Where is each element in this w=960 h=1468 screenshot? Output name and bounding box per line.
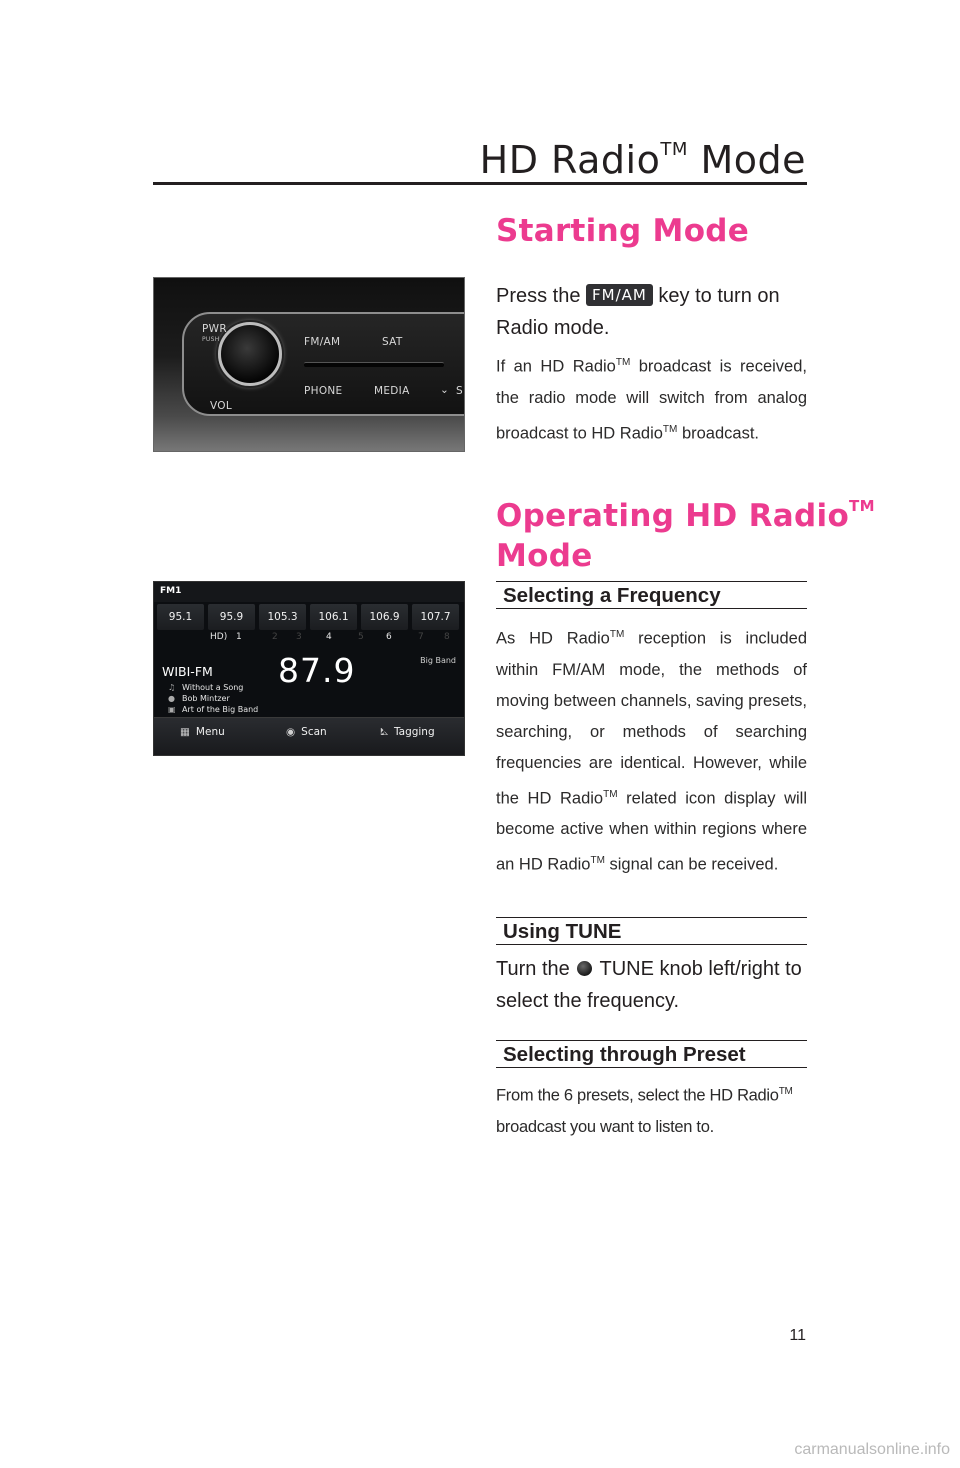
more-key: S: [456, 385, 463, 397]
hd-radio-icon: HD): [210, 632, 228, 642]
preset-button: 95.1: [157, 604, 204, 630]
preset-button: 105.3: [259, 604, 306, 630]
scan-icon: ◉: [286, 726, 296, 738]
using-tune-heading: Using TUNE: [496, 917, 807, 945]
screen-top-bar: [154, 582, 464, 602]
phone-key: PHONE: [304, 385, 343, 397]
preset-button: 106.9: [361, 604, 408, 630]
using-tune-content: [496, 953, 807, 1017]
selecting-preset-content: [496, 1076, 807, 1143]
selecting-preset-heading: Selecting through Preset: [496, 1040, 807, 1068]
chevron-down-icon: ⌄: [440, 384, 450, 396]
starting-mode-content: [496, 280, 807, 449]
channel-indicator: 4: [326, 632, 332, 642]
starting-mode-instruction: Press the FM/AM key to turn on Radio mode.: [496, 285, 780, 339]
song-title: ♫ Without a Song: [168, 683, 244, 692]
preset-button: 106.1: [310, 604, 357, 630]
page-number: 11: [789, 1327, 806, 1344]
page-title: HD Radio™ Mode: [479, 138, 806, 182]
pwr-label: PWR: [202, 323, 227, 335]
power-volume-knob: [218, 322, 282, 386]
channel-indicator: 8: [444, 632, 450, 642]
grid-icon: ▦: [180, 726, 190, 738]
title-divider: [153, 182, 807, 185]
vol-label: VOL: [210, 400, 233, 412]
scan-button: ◉ Scan: [286, 726, 327, 738]
person-icon: ●: [168, 694, 175, 703]
selecting-frequency-heading: Selecting a Frequency: [496, 581, 807, 609]
genre-label: Big Band: [420, 656, 456, 665]
selecting-frequency-content: [496, 619, 807, 881]
radio-screen-image: [153, 581, 465, 756]
artist-name: ● Bob Mintzer: [168, 694, 230, 703]
album-name: ▣ Art of the Big Band: [168, 705, 259, 714]
watermark: carmanualsonline.info: [794, 1441, 950, 1458]
media-key: MEDIA: [374, 385, 410, 397]
starting-mode-note: If an HD Radio™ broadcast is received, the radio mode will switch from analog broadcast to HD Radio™ broadcast.: [496, 357, 807, 442]
disc-slot: [304, 362, 444, 367]
cart-icon: ⛡: [380, 726, 388, 738]
tune-knob-icon: [577, 961, 592, 976]
fm-am-key-chip: FM/AM: [586, 284, 653, 306]
selecting-preset-text: From the 6 presets, select the HD Radio™ broadcast you want to listen to.: [496, 1086, 793, 1136]
fm-am-key: FM/AM: [304, 336, 341, 348]
menu-button: ▦ Menu: [180, 726, 225, 738]
channel-indicator: 1: [236, 632, 242, 642]
preset-button: 107.7: [412, 604, 459, 630]
push-label: PUSH: [202, 336, 220, 343]
sat-key: SAT: [382, 336, 403, 348]
selecting-frequency-text: As HD Radio™ reception is included within FM/AM mode, the methods of moving between channels, saving presets, searching, or methods of searching frequencies are identical. However, while the HD Radio™ related icon display will become active when within regions where an HD Radio™ signal can be received.: [496, 629, 808, 874]
channel-indicator: 2: [272, 632, 278, 642]
channel-indicator: 3: [296, 632, 302, 642]
using-tune-text: Turn the TUNE knob left/right to select the frequency.: [496, 958, 802, 1012]
album-icon: ▣: [168, 705, 176, 714]
channel-indicator: 7: [418, 632, 424, 642]
channel-indicator: 5: [358, 632, 364, 642]
band-label: FM1: [160, 586, 182, 596]
music-note-icon: ♫: [168, 683, 176, 692]
operating-mode-heading: Operating HD Radio™ Mode: [496, 497, 875, 574]
head-unit-image: [153, 277, 465, 452]
frequency-display: 87.9: [278, 651, 356, 690]
preset-button: 95.9: [208, 604, 255, 630]
starting-mode-heading: Starting Mode: [496, 213, 750, 249]
station-name: WIBI-FM: [162, 664, 213, 679]
channel-indicator: 6: [386, 632, 392, 642]
tagging-button: ⛡ Tagging: [380, 726, 435, 738]
